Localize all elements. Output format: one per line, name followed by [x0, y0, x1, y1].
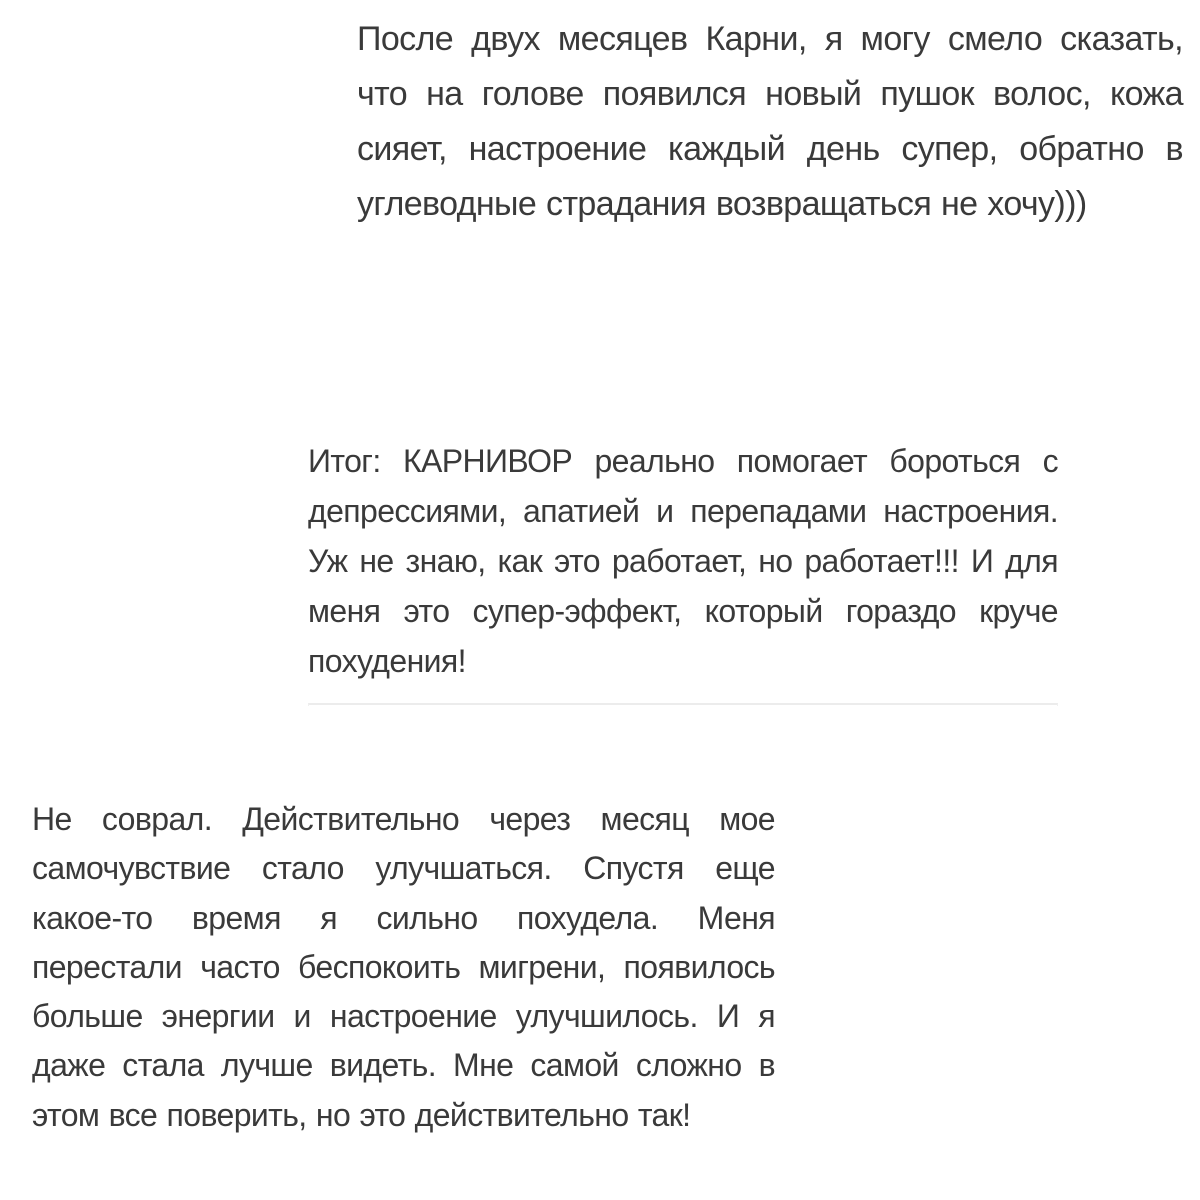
summary-paragraph-carnivore-conclusion: Итог: КАРНИВОР реально помогает бороться с депрессиями, апатией и перепадами настроения. Уж не знаю, как это работает, но работает!!! И для меня это супер-эффект, который гораздо круче похудения! — [308, 443, 1058, 679]
section-divider — [308, 703, 1058, 706]
testimonial-paragraph-carni-results: После двух месяцев Карни, я могу смело сказать, что на голове появился новый пушок волос, кожа сияет, настроение каждый день супер, обратно в углеводные страдания возвращаться не хочу))) — [357, 20, 1183, 223]
testimonial-paragraph-wellbeing: Не соврал. Действительно через месяц мое самочувствие стало улучшаться. Спустя еще какое-то время я сильно похудела. Меня перестали часто беспокоить мигрени, появилось больше энергии и настроение улучшилось. И я даже стала лучше видеть. Мне самой сложно в этом все поверить, но это действительно так! — [32, 801, 775, 1133]
